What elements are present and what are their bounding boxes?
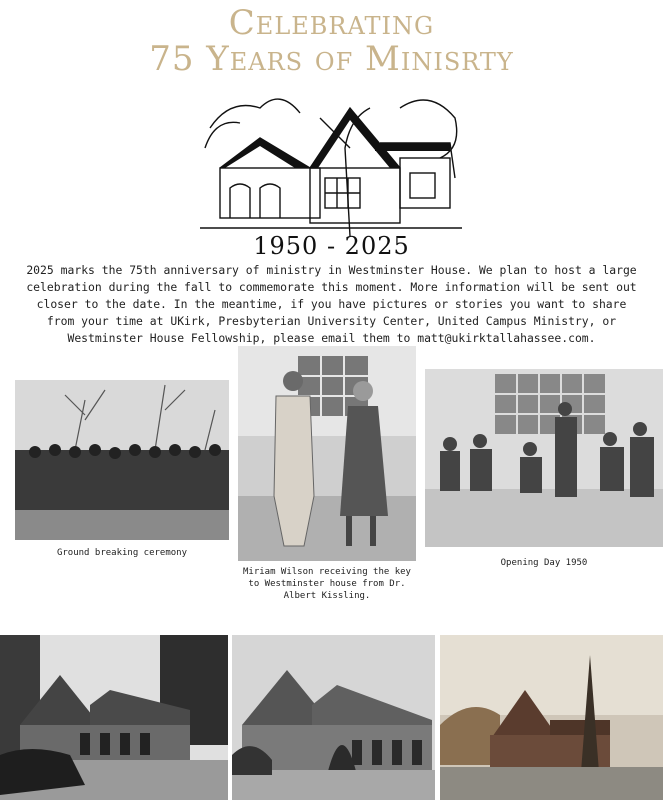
groundbreaking-photo — [15, 380, 229, 540]
title-line-2: 75 Years of Minisrty — [149, 39, 514, 79]
intro-paragraph: 2025 marks the 75th anniversary of ministry in Westminster House. We plan to host a large celebration during the fall to commemorate this moment. More information will be sent out closer to the date. In the meantime, if you have pictures or stories you want to share from your time at UKirk, Presbyterian University Center, United Campus Ministry, or Westminster House Fellowship, please email them to matt@ukirktallahassee.com. — [26, 263, 637, 345]
opening-day-caption: Opening Day 1950 — [500, 558, 588, 568]
westminster-house-exterior-photo-1 — [0, 635, 228, 800]
years-range: 1950 - 2025 — [253, 232, 410, 260]
westminster-house-sketch — [200, 88, 462, 238]
westminster-house-exterior-photo-2 — [232, 635, 435, 800]
opening-day-photo — [425, 369, 663, 547]
key-handover-photo — [238, 346, 416, 561]
westminster-house-exterior-photo-3 — [440, 635, 663, 800]
title-line-1: Celebrating — [228, 3, 435, 43]
key-handover-caption: Miriam Wilson receiving the key to Westminster house from Dr. Albert Kissling. — [243, 567, 411, 601]
groundbreaking-caption: Ground breaking ceremony — [56, 548, 188, 558]
